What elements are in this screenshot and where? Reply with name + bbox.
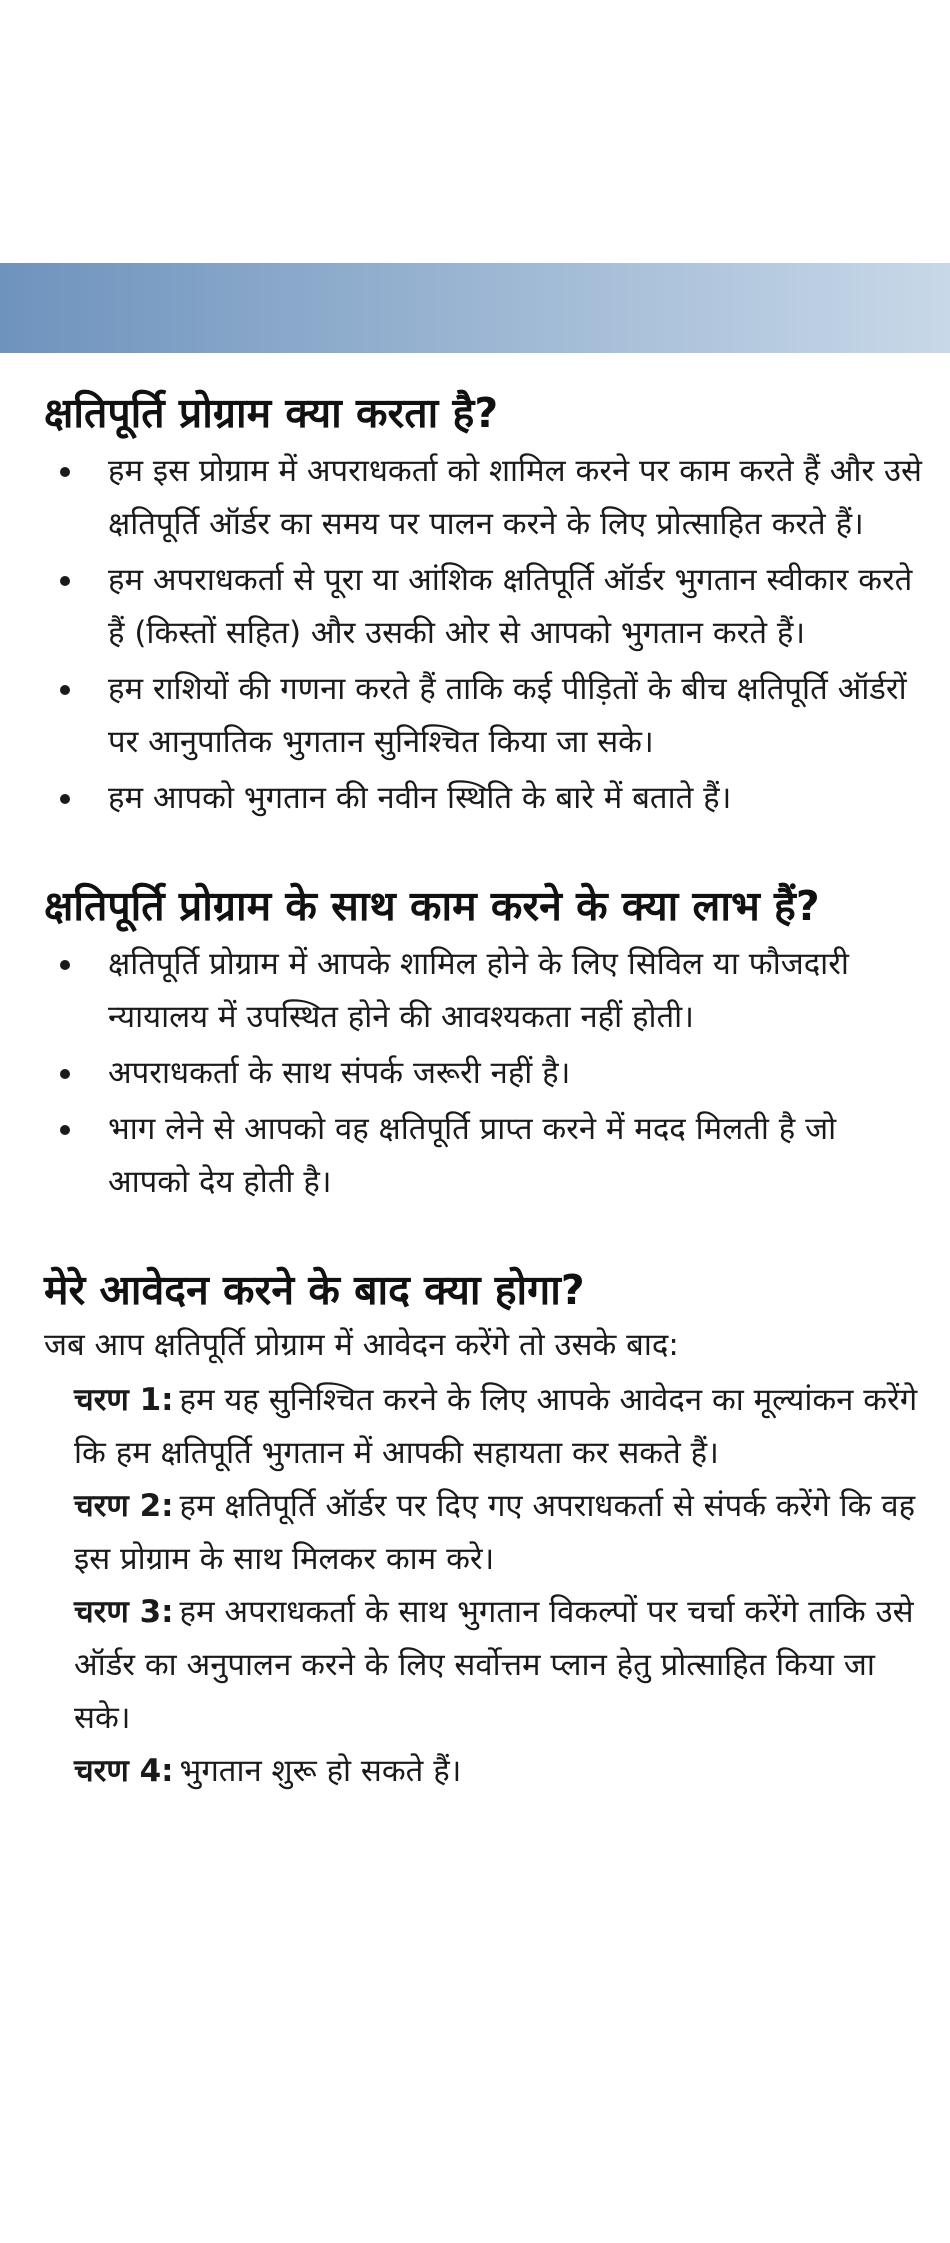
step-label: चरण 3: xyxy=(74,1594,174,1630)
header-banner xyxy=(0,263,950,353)
list-item-text: अपराधकर्ता के साथ संपर्क जरूरी नहीं है। xyxy=(108,1055,571,1091)
list-item-text: हम अपराधकर्ता से पूरा या आंशिक क्षतिपूर्ति ऑर्डर भुगतान स्वीकार करते हैं (किस्तों सहित) और उसकी ओर से आपको भुगतान करते हैं। xyxy=(108,562,913,651)
step-label: चरण 2: xyxy=(74,1488,174,1524)
list-item xyxy=(44,772,924,825)
list-item-text: हम राशियों की गणना करते हैं ताकि कई पीड़ितों के बीच क्षतिपूर्ति ऑर्डरों पर आनुपातिक भुगतान सुनिश्चित किया जा सके। xyxy=(108,671,907,760)
section-heading-after-applying: मेरे आवेदन करने के बाद क्या होगा? xyxy=(44,1266,585,1314)
section-spacer xyxy=(44,828,924,878)
step-item xyxy=(74,1480,924,1586)
section-heading-what-program-does: क्षतिपूर्ति प्रोग्राम क्या करता है? xyxy=(44,389,499,437)
step-text: हम अपराधकर्ता के साथ भुगतान विकल्पों पर चर्चा करेंगे ताकि उसे ऑर्डर का अनुपालन करने के लिए सर्वोत्तम प्लान हेतु प्रोत्साहित किया जा सके। xyxy=(74,1594,914,1736)
bullet-icon xyxy=(60,794,70,804)
bullet-icon xyxy=(60,1069,70,1079)
step-label: चरण 1: xyxy=(74,1382,174,1418)
step-text: हम यह सुनिश्चित करने के लिए आपके आवेदन का मूल्यांकन करेंगे कि हम क्षतिपूर्ति भुगतान में आपकी सहायता कर सकते हैं। xyxy=(74,1382,918,1471)
step-label: चरण 4: xyxy=(74,1753,174,1789)
document-body xyxy=(44,385,924,1798)
bullet-icon xyxy=(60,960,70,970)
step-item xyxy=(74,1745,924,1798)
bullet-icon xyxy=(60,576,70,586)
list-item xyxy=(44,554,924,660)
list-item-text: भाग लेने से आपको वह क्षतिपूर्ति प्राप्त करने में मदद मिलती है जो आपको देय होती है। xyxy=(108,1111,837,1200)
steps-list xyxy=(44,1374,924,1798)
bullet-icon xyxy=(60,1125,70,1135)
list-item-text: हम आपको भुगतान की नवीन स्थिति के बारे में बताते हैं। xyxy=(108,780,732,816)
step-text: हम क्षतिपूर्ति ऑर्डर पर दिए गए अपराधकर्ता से संपर्क करेंगे कि वह इस प्रोग्राम के साथ मिलकर काम करे। xyxy=(74,1488,916,1577)
list-item xyxy=(44,445,924,551)
list-item xyxy=(44,1103,924,1209)
bullet-icon xyxy=(60,685,70,695)
step-item xyxy=(74,1374,924,1480)
list-item-text: क्षतिपूर्ति प्रोग्राम में आपके शामिल होने के लिए सिविल या फौजदारी न्यायालय में उपस्थित होने की आवश्यकता नहीं होती। xyxy=(108,946,849,1035)
after-applying-intro: जब आप क्षतिपूर्ति प्रोग्राम में आवेदन करेंगे तो उसके बाद: xyxy=(44,1327,679,1363)
list-item xyxy=(44,1047,924,1100)
list-item-text: हम इस प्रोग्राम में अपराधकर्ता को शामिल करने पर काम करते हैं और उसे क्षतिपूर्ति ऑर्डर का समय पर पालन करने के लिए प्रोत्साहित करते हैं। xyxy=(108,453,922,542)
list-item xyxy=(44,938,924,1044)
bullet-icon xyxy=(60,467,70,477)
section-heading-benefits: क्षतिपूर्ति प्रोग्राम के साथ काम करने के क्या लाभ हैं? xyxy=(44,882,820,930)
what-program-does-list xyxy=(44,445,924,825)
list-item xyxy=(44,663,924,769)
section-spacer xyxy=(44,1212,924,1262)
benefits-list xyxy=(44,938,924,1209)
step-item xyxy=(74,1586,924,1745)
step-text: भुगतान शुरू हो सकते हैं। xyxy=(179,1753,462,1789)
